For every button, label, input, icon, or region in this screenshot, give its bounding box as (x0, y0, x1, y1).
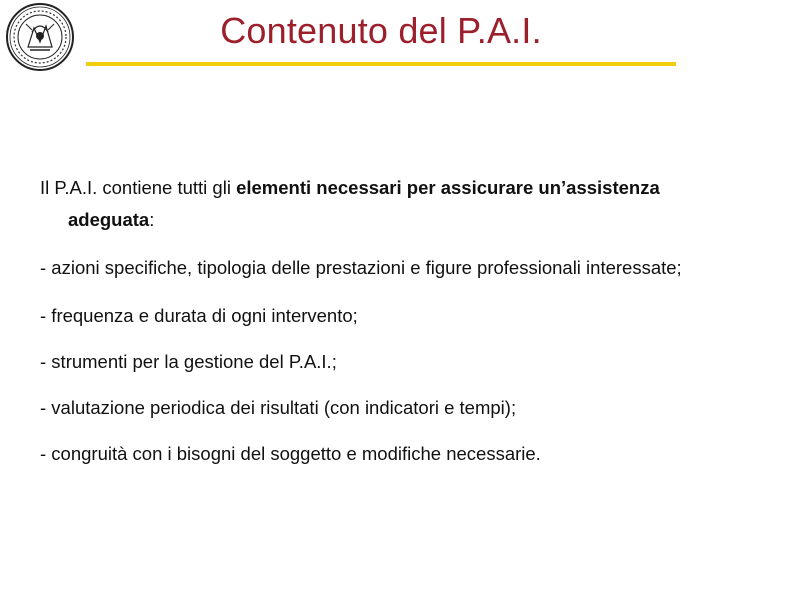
intro-suffix: : (149, 209, 155, 230)
list-item: - congruità con i bisogni del soggetto e modifiche necessarie. (40, 443, 541, 464)
intro-prefix: Il P.A.I. contiene tutti gli (40, 177, 237, 198)
intro-paragraph (40, 172, 748, 236)
university-seal-icon (4, 2, 76, 72)
list-item: - frequenza e durata di ogni intervento; (40, 305, 358, 326)
list-item: - valutazione periodica dei risultati (con indicatori e tempi); (40, 397, 517, 418)
list-item: - azioni specifiche, tipologia delle prestazioni e figure professionali interessate; (40, 257, 682, 278)
list-item: - strumenti per la gestione del P.A.I.; (40, 351, 337, 372)
slide-title: Contenuto del P.A.I. (220, 10, 542, 51)
intro-bold-text: elementi necessari per assicurare un’assistenza adeguata (68, 177, 660, 230)
title-underline (86, 62, 676, 66)
slide-body (40, 172, 748, 484)
